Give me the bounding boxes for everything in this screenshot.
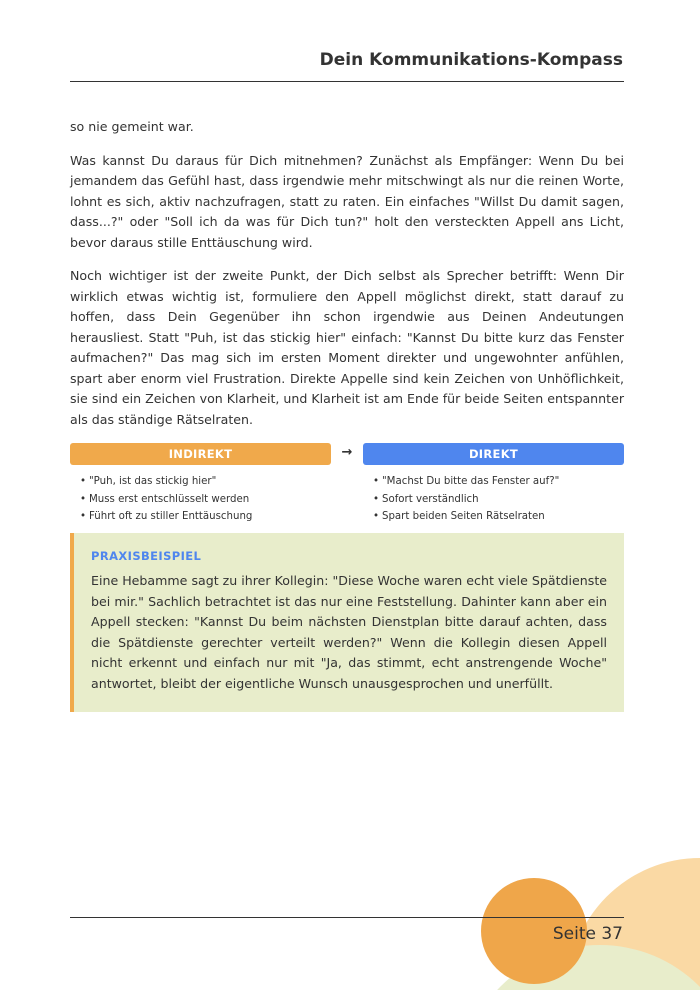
main-content [70, 117, 624, 712]
list-item: • Muss erst entschlüsselt werden [80, 493, 250, 505]
footer-divider [70, 917, 624, 918]
indirect-column [70, 443, 331, 526]
page-number: Seite 37 [552, 924, 623, 944]
indirect-header: INDIREKT [70, 443, 331, 465]
paragraph: so nie gemeint war. [70, 119, 194, 134]
list-item: • Führt oft zu stiller Enttäuschung [80, 511, 253, 522]
direct-column [363, 443, 624, 526]
list-item: • "Machst Du bitte das Fenster auf?" [373, 476, 560, 487]
paragraph: Noch wichtiger ist der zweite Punkt, der Dich selbst als Sprecher betrifft: Wenn Dir wirklich etwas wichtig ist, formuliere den Appell möglichst direkt, statt darauf zu hoffen, dass Dein Gegenüber ihn schon irgendwie aus Deinen Andeutungen herausliest. Statt "Puh, ist das stickig hier" einfach: "Kannst Du bitte kurz das Fenster aufmachen?" Das mag sich im ersten Moment direkter und ungewohnter anfühlen, spart aber enorm viel Frustration. Direkte Appelle sind kein Zeichen von Unhöflichkeit, sie sind ein Zeichen von Klarheit, und Klarheit ist am Ende für beide Seiten entspannter als das ständige Rätselraten. [70, 268, 624, 427]
arrow-right-icon: → [341, 445, 353, 460]
list-item: • "Puh, ist das stickig hier" [80, 476, 217, 487]
direct-header: DIREKT [363, 443, 624, 465]
direct-list [363, 473, 624, 526]
header-title: Dein Kommunikations-Kompass [319, 50, 623, 70]
practice-example-callout [70, 533, 624, 712]
callout-title: PRAXISBEISPIEL [91, 549, 202, 563]
comparison-box [70, 443, 624, 531]
callout-text: Eine Hebamme sagt zu ihrer Kollegin: "Diese Woche waren echt viele Spätdienste bei mir." Sachlich betrachtet ist das nur eine Feststellung. Dahinter kann aber ein Appell stecken: "Kannst Du beim nächsten Dienstplan bitte darauf achten, dass die Spätdienste gerechter verteilt werden?" Wenn die Kollegin diesen Appell nicht erkennt und einfach nur mit "Ja, das stimmt, echt anstrengende Woche" antwortet, bleibt der eigentliche Wunsch unausgesprochen und unerfüllt. [91, 573, 607, 691]
paragraph: Was kannst Du daraus für Dich mitnehmen? Zunächst als Empfänger: Wenn Du bei jemandem das Gefühl hast, dass irgendwie mehr mitschwingt als nur die reinen Worte, lohnt es sich, aktiv nachzufragen, statt zu raten. Ein einfaches "Willst Du damit sagen, dass...?" oder "Soll ich da was für Dich tun?" holt den versteckten Appell ans Licht, bevor daraus stille Enttäuschung wird. [70, 152, 624, 250]
list-item: • Spart beiden Seiten Rätselraten [373, 511, 545, 522]
list-item: • Sofort verständlich [373, 493, 479, 505]
indirect-list [70, 473, 331, 526]
